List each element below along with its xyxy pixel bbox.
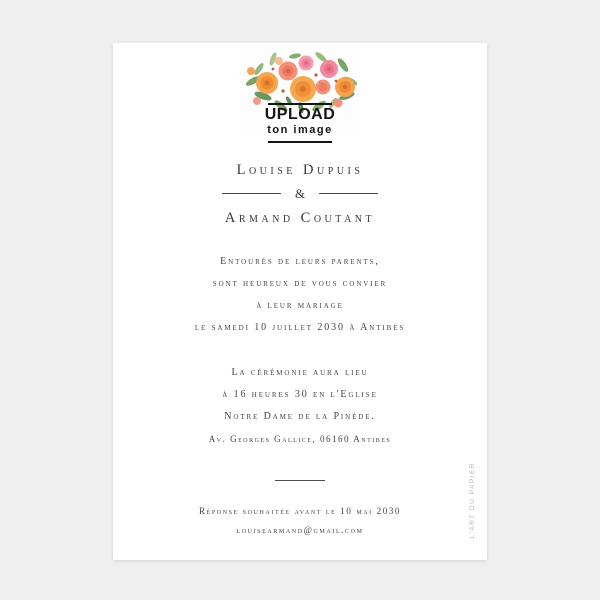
upload-top-rule xyxy=(268,103,332,105)
contact-email: louisearmand@gmail.com xyxy=(236,525,364,535)
groom-name: Armand Coutant xyxy=(224,210,376,226)
photo-upload-placeholder[interactable] xyxy=(239,50,361,136)
ceremony-place-line: Notre Dame de la Pinède. xyxy=(224,411,376,422)
wedding-date-line: le samedi 10 juillet 2030 à Antibes xyxy=(194,322,406,333)
rsvp-section xyxy=(113,502,487,540)
rsvp-divider xyxy=(275,480,325,481)
upload-overlay xyxy=(264,103,336,143)
ampersand-line-left xyxy=(222,193,281,194)
invitation-intro xyxy=(113,251,487,339)
invitation-line: à leur mariage xyxy=(256,300,344,311)
upload-title: UPLOAD xyxy=(264,106,336,123)
ceremony-time-line: à 16 heures 30 en l'Eglise xyxy=(222,389,378,400)
rsvp-line: Réponse souhaitée avant le 10 mai 2030 xyxy=(198,506,402,516)
ceremony-details xyxy=(113,362,487,450)
ceremony-address: Av. Georges Gallice, 06160 Antibes xyxy=(208,434,392,444)
wedding-invitation-card xyxy=(113,43,487,560)
upload-subtitle: ton image xyxy=(267,123,333,136)
bride-name: Louise Dupuis xyxy=(236,162,364,178)
ampersand-separator: & xyxy=(294,186,306,201)
invitation-line: Entourés de leurs parents, xyxy=(220,256,380,267)
couple-names xyxy=(113,161,487,227)
ampersand-row xyxy=(113,187,487,200)
brand-watermark: L'ART DU PAPIER xyxy=(469,461,476,538)
invitation-line: sont heureux de vous convier xyxy=(212,278,388,289)
upload-bottom-rule xyxy=(268,141,332,143)
ceremony-line: La cérémonie aura lieu xyxy=(231,367,369,378)
ampersand-line-right xyxy=(319,193,378,194)
